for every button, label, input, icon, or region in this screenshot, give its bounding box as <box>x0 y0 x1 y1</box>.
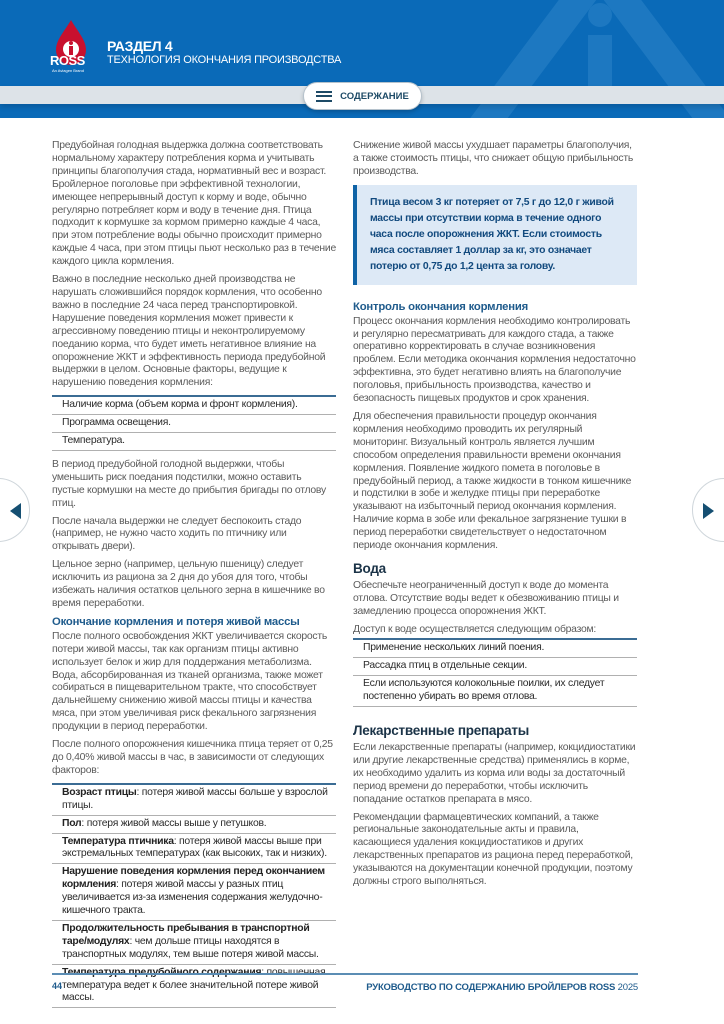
paragraph: Важно в последние несколько дней производства не нарушать сложившийся порядок кормления, что особенно важно в последние 24 часа перед транспортировкой. Нарушение поведения кормления может привести к агрессивному поведению птицы и неконтролируемому поеданию корма, что будет иметь негативное влияние на опорожнение ЖКТ и эффективность периода предубойной выдержки в целом. Основные факторы, ведущие к нарушению поведения кормления: <box>52 274 326 389</box>
list-item: Пол: потеря живой массы выше у петушков. <box>52 816 336 834</box>
list-item: Применение нескольких линий поения. <box>353 640 637 658</box>
paragraph: В период предубойной голодной выдержки, чтобы уменьшить риск поедания подстилки, можно оставить пустые кормушки на месте до прибытия бригады по отлову птиц. <box>52 458 326 509</box>
paragraph: Обеспечьте неограниченный доступ к воде до момента отлова. Отсутствие воды ведет к обезвоживанию птицы и замедлению процесса опорожнения ЖКТ. <box>353 579 619 617</box>
next-page-button[interactable] <box>692 478 724 542</box>
section-heading: Окончание кормления и потеря живой массы <box>52 615 300 628</box>
logo-text: ROSS <box>50 53 85 68</box>
list-item: Рассадка птиц в отдельные секции. <box>353 658 637 676</box>
paragraph: После начала выдержки не следует беспокоить стадо (например, не нужно часто ходить по птичнику или открывать двери). <box>52 515 302 553</box>
feeding-factors-list <box>52 395 336 451</box>
paragraph: Цельное зерно (например, цельную пшеницу) следует исключить из рациона за 2 дня до убоя для того, чтобы избежать наличия остатков цельного зерна в кишечнике во время переработки. <box>52 559 325 609</box>
section-heading: Контроль окончания кормления <box>353 300 528 313</box>
paragraph: Предубойная голодная выдержка должна соответствовать нормальному характеру потребления корма и учитывать принципы благополучия стада, нормативный вес и возраст. Бройлерное поголовье при эффективной технологии, имеющее непрерывный доступ к корму и воде, обычно регулярно потребляет корм и воду в течение дня. Птица подходит к кормушке за кормом примерно каждые 4 часа, при этом потребление воды обычно происходит примерно каждые 4 часа, при этом птицы пьют несколько раз в течение каждого цикла кормления. <box>52 140 336 268</box>
arrow-left-icon <box>10 503 21 519</box>
section-heading: Вода <box>353 560 386 576</box>
section-subtitle: ТЕХНОЛОГИЯ ОКОНЧАНИЯ ПРОИЗВОДСТВА <box>107 54 342 66</box>
right-column <box>353 140 637 894</box>
list-item: Температура. <box>52 433 336 451</box>
footer-divider <box>52 973 638 975</box>
logo-subtext: An Aviagen Brand <box>52 68 84 73</box>
list-item: Продолжительность пребывания в транспортной таре/модулях: чем дольше птицы находятся в транспортных модулях, тем выше потеря живой массы. <box>52 921 336 965</box>
paragraph: После полного опорожнения кишечника птица теряет от 0,25 до 0,40% живой массы в час, в зависимости от следующих факторов: <box>52 739 333 776</box>
paragraph: Процесс окончания кормления необходимо контролировать и регулярно пересматривать для каждого стада, а также оперативно корректировать в случае возникновения проблем. Если методика окончания кормления недостаточно эффективна, это будет негативно влиять на благополучие поголовья, прибыльность производства, качество и безопасность пищевых продуктов и срок хранения. <box>353 315 636 405</box>
list-item: температура ведет к более значительной потере живой массы. <box>52 965 336 1009</box>
paragraph: После полного освобождения ЖКТ увеличивается скорость потери живой массы, так как организм птицы активно использует белок и жир для поддержания метаболизма. Вода, абсорбированная из тканей организма, также может собираться в пищеварительном тракте, что способствует дальнейшему снижению живой массы птицы и качества мяса, при этом увеличивая риск фекального загрязнения продукции в период переработки. <box>52 630 328 733</box>
paragraph: Доступ к воде осуществляется следующим образом: <box>353 623 597 635</box>
water-access-list <box>353 638 637 707</box>
section-heading: Лекарственные препараты <box>353 723 530 739</box>
paragraph: Если лекарственные препараты (например, кокцидиостатики или другие лекарственные средства) применялись в корме, их необходимо удалить из корма или воды за достаточный период времени до переработки, чтобы исключить попадание остатков препарата в мясо. <box>353 742 636 805</box>
paragraph: Рекомендации фармацевтических компаний, а также региональные законодательные акты и правила, касающиеся удаления кокцидиостатиков и других лекарственных препаратов из рациона перед переработкой, указываются на документации конечной продукции, поэтому должны строго выполняться. <box>353 811 633 888</box>
list-item: Если используются колокольные поилки, их следует постепенно убирать во время отлова. <box>353 676 637 707</box>
list-item: Возраст птицы: потеря живой массы больше у взрослой птицы. <box>52 785 336 816</box>
left-column <box>52 140 336 1016</box>
list-item: Температура птичника: потеря живой массы выше при экстремальных температурах (как высоких, так и низких). <box>52 834 336 865</box>
list-item: Наличие корма (объем корма и фронт кормления). <box>52 397 336 415</box>
footer-title: РУКОВОДСТВО ПО СОДЕРЖАНИЮ БРОЙЛЕРОВ ROSS 2025 <box>366 982 638 993</box>
page-number: 44 <box>52 981 63 991</box>
contents-button[interactable] <box>303 82 422 110</box>
list-item: Программа освещения. <box>52 415 336 433</box>
paragraph: Для обеспечения правильности процедур окончания кормления необходимо проводить их регулярный мониторинг. Визуальный контроль является лучшим способом определения правильности времени окончания кормления. Появление жидкого помета в поголовье в предубойный период, а также жидкости в тонком кишечнике и подстилки в зобе и желудке птицы при переработке указывают на избыточный период окончания кормления. Наличие корма в зобе или фекальное загрязнение тушки в период переработки свидетельствует о недостаточном периоде окончания кормления. <box>353 410 632 552</box>
menu-icon <box>316 91 332 102</box>
previous-page-button[interactable] <box>0 478 30 542</box>
paragraph: Снижение живой массы ухудшает параметры благополучия, а также стоимость птицы, что снижает общую прибыльность производства. <box>353 140 634 177</box>
section-title: РАЗДЕЛ 4 <box>107 38 173 54</box>
list-item: Нарушение поведения кормления перед окончанием кормления: потеря живой массы у разных птиц увеличивается из-за изменения содержания желудочно-кишечного тракта. <box>52 864 336 921</box>
contents-label: СОДЕРЖАНИЕ <box>340 90 409 102</box>
arrow-right-icon <box>703 503 714 519</box>
callout-box: Птица весом 3 кг потеряет от 7,5 г до 12,0 г живой массы при отсутствии корма в течение одного часа после опорожнения ЖКТ. Если стоимость мяса составляет 1 доллар за кг, это означает потерю от 0,75 до 1,2 цента за голову. <box>353 185 637 285</box>
